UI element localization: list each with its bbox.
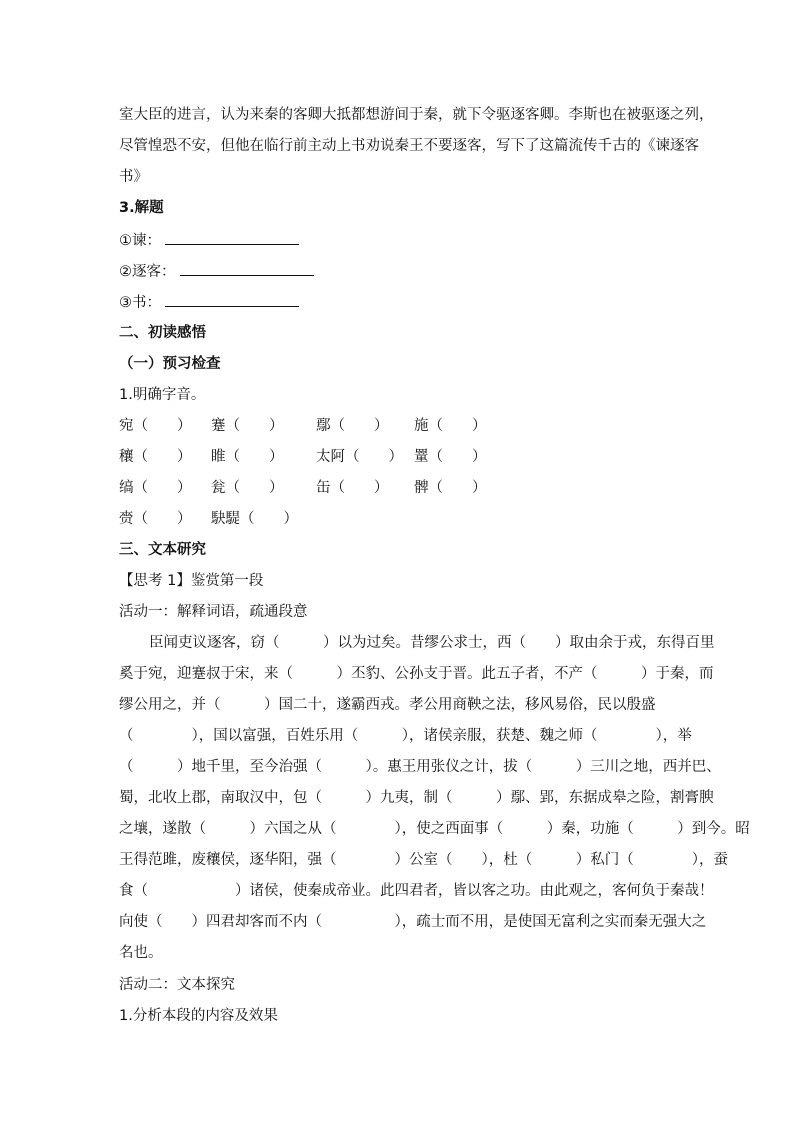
intro-line-3: 书》 [119, 169, 148, 185]
think-1-heading: 【思考 1】鉴赏第一段 [119, 573, 264, 589]
pronunciation-question: 1.明确字音。 [119, 387, 206, 403]
pinyin-item: 缟（ ） [119, 480, 192, 496]
analysis-question: 1.分析本段的内容及效果 [119, 1008, 278, 1024]
intro-line-1: 室大臣的进言，认为来秦的客卿大抵都想游间于秦，就下令驱逐客卿。李斯也在被驱逐之列， [119, 107, 714, 123]
passage-line: （ ），国以富强，百姓乐用（ ），诸侯亲服，获楚、魏之师（ ），举 [119, 728, 692, 744]
passage-line: 之壤，遂散（ ）六国之从（ ），使之西面事（ ）秦，功施（ ）到今。昭 [119, 821, 750, 837]
jieti-heading: 3.解题 [119, 200, 164, 216]
pinyin-item: 髀（ ） [414, 480, 487, 496]
jieti-item-label: ③书： [119, 295, 161, 311]
pinyin-item: 駃騠（ ） [211, 511, 298, 527]
section3-heading: 三、文本研究 [119, 542, 206, 558]
pinyin-item: 太阿（ ） [316, 449, 403, 465]
intro-line-2: 尽管惶恐不安，但他在临行前主动上书劝说秦王不要逐客，写下了这篇流传千古的《谏逐客 [119, 138, 699, 154]
pinyin-item: 穰（ ） [119, 449, 192, 465]
jieti-item-shu [119, 292, 299, 313]
passage-line: 缪公用之，并（ ）国二十，遂霸西戎。孝公用商鞅之法，移风易俗，民以殷盛 [119, 697, 656, 713]
pinyin-item: 睢（ ） [211, 449, 284, 465]
jieti-item-zhuke [119, 261, 314, 282]
passage-line: 向使（ ）四君却客而不内（ ），疏士而不用，是使国无富利之实而秦无强大之 [119, 914, 707, 930]
section2-subheading: （一）预习检查 [119, 356, 221, 372]
activity-1-heading: 活动一：解释词语，疏通段意 [119, 604, 308, 620]
pinyin-item: 瓮（ ） [211, 480, 284, 496]
section2-heading: 二、初读感悟 [119, 325, 206, 341]
pinyin-item: 施（ ） [414, 418, 487, 434]
passage-line: 蜀，北收上郡，南取汉中，包（ ）九夷，制（ ）鄢、郢，东据成皋之险，割膏腴 [119, 790, 714, 806]
answer-blank[interactable] [165, 292, 299, 307]
pinyin-item: 赍（ ） [119, 511, 192, 527]
answer-blank[interactable] [180, 261, 314, 276]
jieti-item-label: ①谏： [119, 233, 161, 249]
passage-line: 食（ ）诸侯，使秦成帝业。此四君者，皆以客之功。由此观之，客何负于秦哉！ [119, 883, 714, 899]
passage-line: 奚于宛，迎蹇叔于宋，来（ ）丕豹、公孙支于晋。此五子者，不产（ ）于秦，而 [119, 666, 714, 682]
pinyin-item: 宛（ ） [119, 418, 192, 434]
pinyin-item: 缶（ ） [316, 480, 389, 496]
answer-blank[interactable] [165, 230, 299, 245]
jieti-item-label: ②逐客： [119, 264, 176, 280]
passage-line: 王得范雎，废穰侯，逐华阳，强（ ）公室（ ），杜（ ）私门（ ），蚕 [119, 852, 728, 868]
pinyin-item: 鄢（ ） [316, 418, 389, 434]
activity-2-heading: 活动二：文本探究 [119, 977, 235, 993]
jieti-item-jian [119, 230, 299, 251]
pinyin-item: 罿（ ） [414, 449, 487, 465]
passage-line: （ ）地千里，至今治强（ ）。惠王用张仪之计，拔（ ）三川之地，西并巴、 [119, 759, 721, 775]
passage-line: 臣闻吏议逐客，窃（ ）以为过矣。昔缪公求士，西（ ）取由余于戎，东得百里 [149, 635, 715, 651]
passage-line: 名也。 [119, 945, 163, 961]
pinyin-item: 蹇（ ） [211, 418, 284, 434]
